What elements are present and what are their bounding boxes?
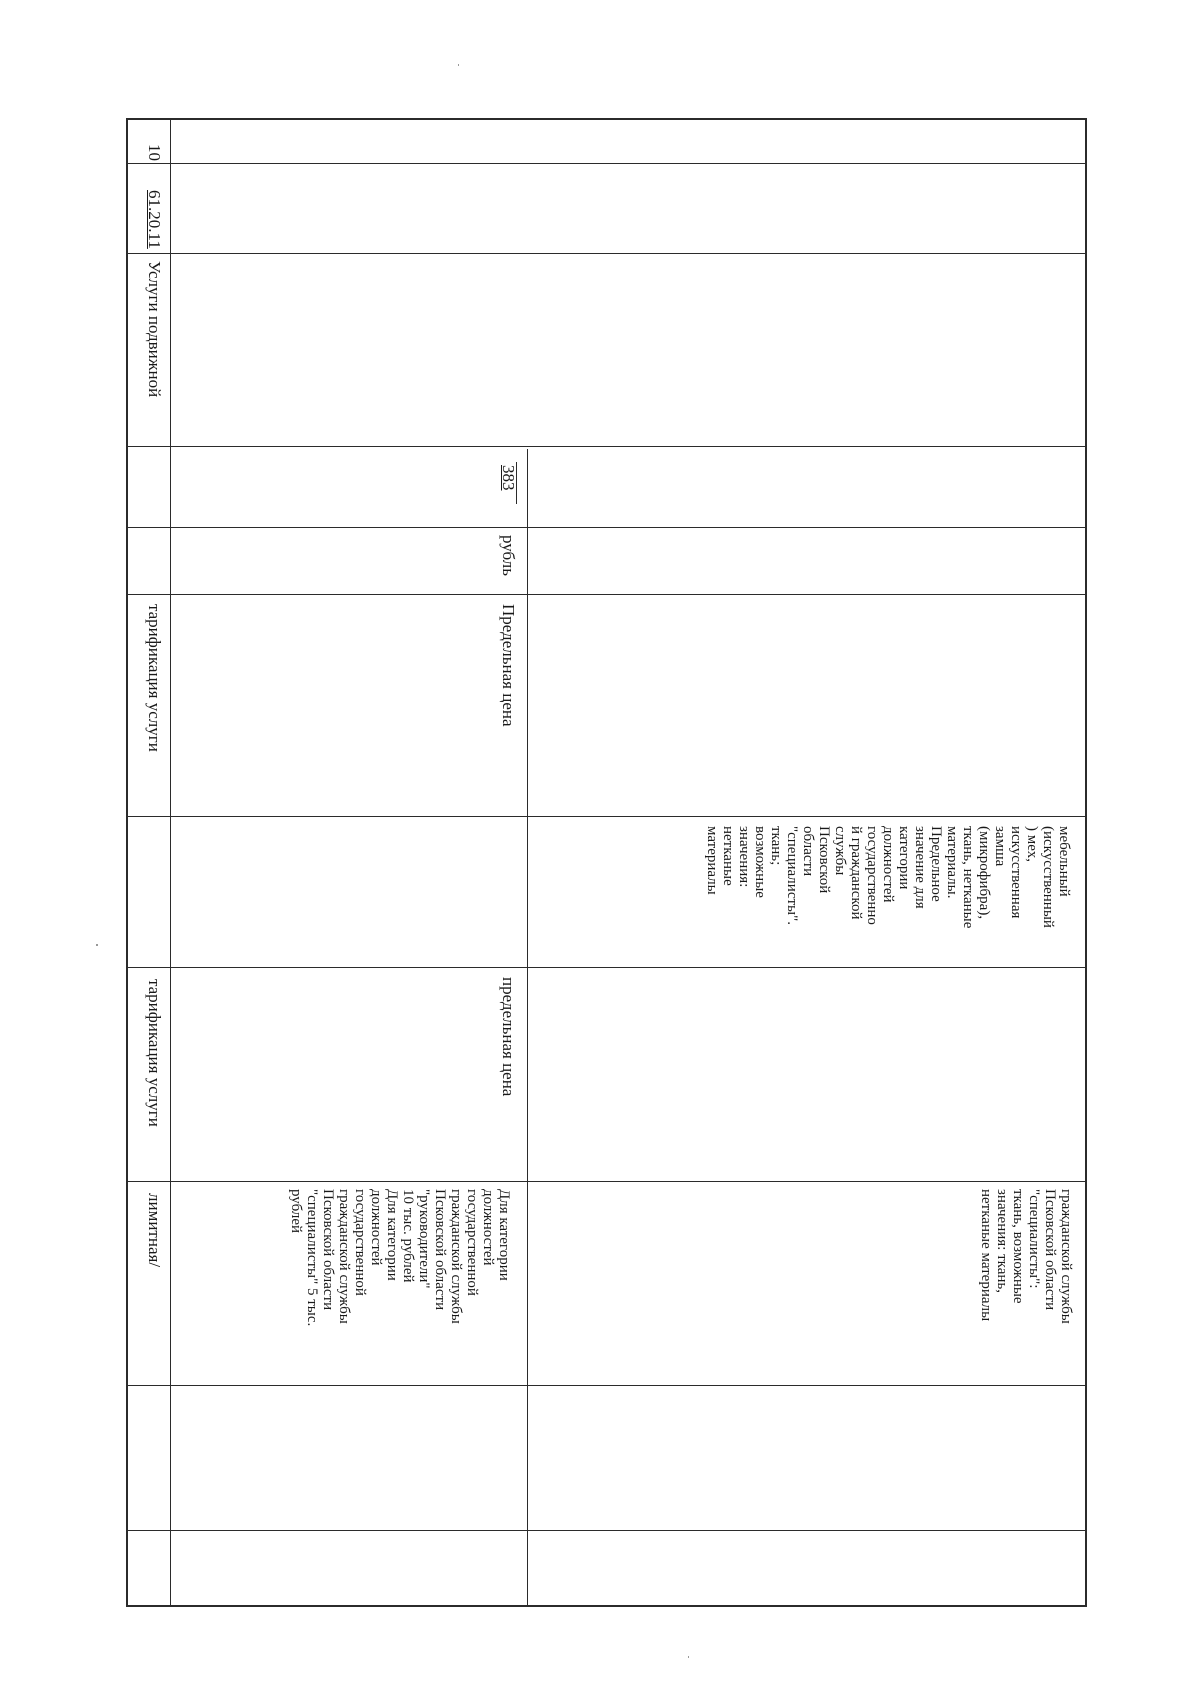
materials-line: возможные: [752, 826, 768, 898]
scan-speck: [96, 944, 98, 946]
table-line-v2: [527, 449, 528, 1605]
row-number: 10: [145, 144, 164, 161]
materials-line: материалы.: [944, 826, 960, 899]
materials-line: (искусственный: [1040, 826, 1056, 928]
value-limit-line: должностей: [480, 1189, 496, 1266]
value-limit-line: Псковской области: [320, 1189, 336, 1311]
prev-value-line: Псковской области: [1042, 1189, 1058, 1311]
materials-line: Предельное: [928, 826, 944, 902]
materials-line: мебельный: [1056, 826, 1072, 897]
table-line-h9: [126, 1385, 1086, 1386]
materials-line: значение для: [912, 826, 928, 909]
table-line-h3: [126, 446, 1086, 447]
characteristic-cont-1: тарификация услуги: [145, 604, 164, 752]
table-line-h5: [126, 594, 1086, 595]
prev-value-line: ткань, возможные: [1010, 1189, 1026, 1304]
table-line-v1: [170, 118, 171, 1607]
scan-speck: [688, 1656, 689, 1658]
materials-line: нетканые: [720, 826, 736, 886]
value-limit-line: должностей: [368, 1189, 384, 1266]
prev-value-line: гражданской службы: [1058, 1189, 1074, 1324]
table-border-left: [126, 118, 128, 1607]
materials-line: Псковской: [816, 826, 832, 894]
value-limit-line: гражданской службы: [448, 1189, 464, 1324]
materials-line: должностей: [880, 826, 896, 903]
materials-line: государственно: [864, 826, 880, 925]
materials-line: замша: [992, 826, 1008, 867]
table-border-top: [126, 118, 1086, 120]
table-line-h4: [126, 527, 1086, 528]
value-limit-line: Псковской области: [432, 1189, 448, 1311]
table-line-h2: [126, 253, 1086, 254]
table-line-h10: [126, 1530, 1086, 1531]
prev-value-line: нетканые материалы: [978, 1189, 994, 1322]
value-limit-cont: лимитная/: [145, 1193, 164, 1268]
table-border-bottom: [126, 1605, 1086, 1607]
characteristic-cont-2: тарификация услуги: [145, 979, 164, 1127]
characteristic-1: Предельная цена: [499, 604, 518, 727]
materials-line: ткань;: [768, 826, 784, 866]
table-line-h1: [126, 163, 1086, 164]
value-limit-line: рублей: [288, 1189, 304, 1234]
table-border-right: [1085, 118, 1087, 1607]
value-limit-line: государственной: [352, 1189, 368, 1296]
okpd-code: 61.20.11: [145, 190, 164, 249]
characteristic-2: предельная цена: [499, 977, 518, 1097]
value-limit-line: "руководители": [416, 1189, 432, 1289]
materials-line: "специалисты".: [784, 826, 800, 925]
materials-line: искусственная: [1008, 826, 1024, 919]
value-limit-line: Для категории: [384, 1189, 400, 1281]
materials-line: службы: [832, 826, 848, 876]
table-line-h7: [126, 967, 1086, 968]
value-limit-line: гражданской службы: [336, 1189, 352, 1324]
materials-line: ткань, нетканые: [960, 826, 976, 929]
prev-value-line: "специалисты":: [1026, 1189, 1042, 1289]
okei-code: 383: [499, 465, 518, 491]
prev-value-line: значения: ткань,: [994, 1189, 1010, 1293]
service-name: Услуги подвижной: [145, 261, 164, 398]
value-limit-line: Для категории: [496, 1189, 512, 1281]
materials-line: значения:: [736, 826, 752, 888]
value-limit-line: государственной: [464, 1189, 480, 1296]
materials-line: ) мех,: [1024, 826, 1040, 862]
materials-line: й гражданской: [848, 826, 864, 920]
unit-name: рубль: [499, 535, 518, 577]
value-limit-line: "специалисты" 5 тыс.: [304, 1189, 320, 1327]
value-limit-line: 10 тыс. рублей: [400, 1189, 416, 1283]
table-line-h8: [126, 1181, 1086, 1182]
materials-line: материалы: [704, 826, 720, 895]
scan-speck: [458, 64, 459, 66]
materials-line: категории: [896, 826, 912, 890]
materials-line: области: [800, 826, 816, 877]
table-line-h6: [126, 816, 1086, 817]
materials-line: (микрофибра),: [976, 826, 992, 920]
